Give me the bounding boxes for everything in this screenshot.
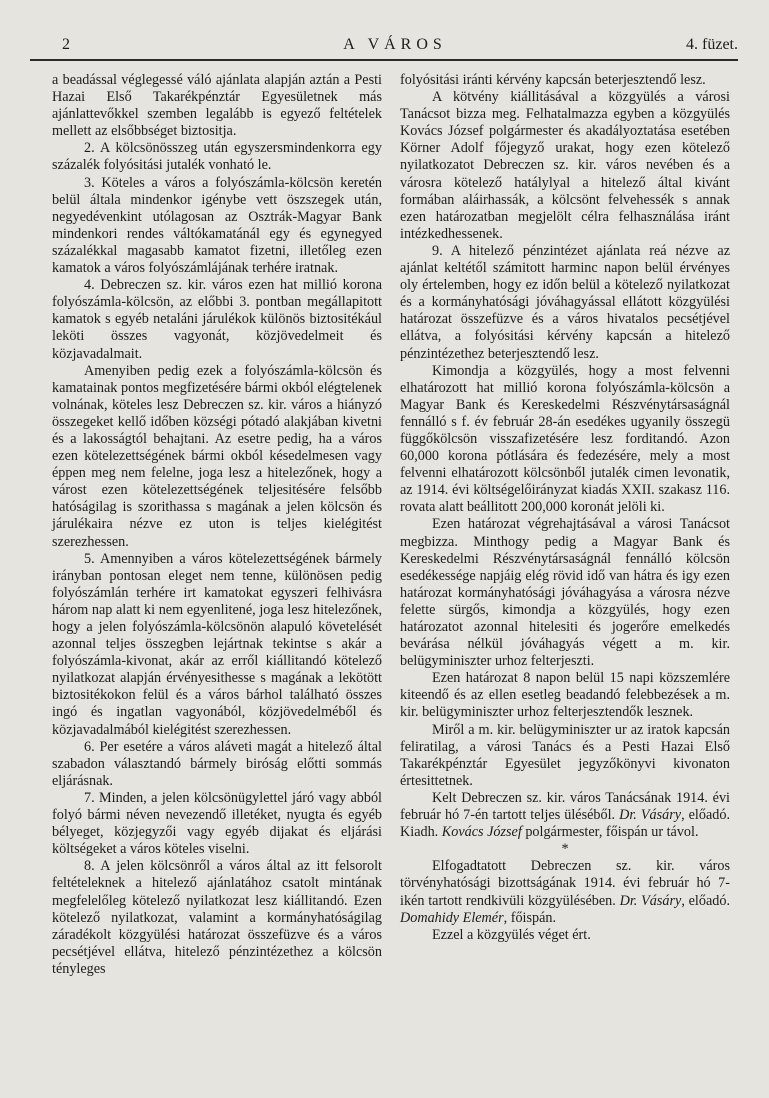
chair-name: Domahidy Elemér [400, 909, 504, 926]
paragraph: a beadással véglegessé váló ajánlata alapján aztán a Pesti Hazai Első Takarékpénztár Egyesületnek más ajánlattevőkkel szemben legalább is egyező feltételek mellett az elsőbbséget biztositja. [52, 72, 382, 140]
adoption-text: Elfogadtatott Debreczen sz. kir. város törvényhatósági bizottságának 1914. évi február hó 7-ikén tartott rendkivüli közgyülésében. [400, 858, 730, 909]
publication-title: A VÁROS [343, 36, 447, 53]
paragraph-point-6: 6. Per esetére a város aláveti magát a hitelező által szabadon választandó bármely biróság előtti sommás eljárásnak. [52, 738, 382, 789]
paragraph-point-8: 8. A jelen kölcsönről a város által az itt felsorolt feltételeknek a hitelező ajánlatához csatolt mintának megfelelőleg kötelező nyilatkozat lesz kiállitandó. Ezen kötelező nyilatkozat, valamint a kormányhatóságilag záradékolt közgyülési határozat összefüzve és a város pecsétjével ellátva, hitelező pénzintézethez a kölcsön tényleges [52, 858, 382, 977]
signature-block [400, 790, 730, 841]
paragraph: Ezen határozat végrehajtásával a városi Tanácsot megbizza. Minthogy pedig a Magyar Bank és Kereskedelmi Részvénytársaságnál fennálló kölcsön esedékessége napjáig elég rövid idő van hátra és igy ezen határozat kormányhatósági jóváhagyása a városra nézve felette sürgős, kimondja a közgyülés, hogy ezen határozatot azonnal hitelesiti és jogerőre emelkedés bevárása nélkül jóváhagyás végett a m. kir. belügyminiszter urhoz felterjeszti. [400, 516, 730, 670]
paragraph-point-4: 4. Debreczen sz. kir. város ezen hat millió korona folyószámla-kölcsön, az előbbi 3. pontban megállapitott kamatok s egyéb netaláni járulékok különös biztositékául leköti összes vagyonát, közjövedelmeit és közjavadalmait. [52, 277, 382, 362]
paragraph: Amenyiben pedig ezek a folyószámla-kölcsön és kamatainak pontos megfizetésére bármi okból elégtelenek volnának, köteles lesz Debreczen sz. kir. város a hiányzó összegeket kellő időben községi pótadó alakjában kivetni és a lakosságtól behajtani. Az esetre pedig, ha a város ezen kötelezettségének bármi okból késedelmesen vagy éppen meg nem felelne, joga lesz a hitelezőnek, hogy a várost ezen kötelezettségének teljesitésére felsőbb hatóságilag is szorithassa s magának a jelen kölcsön és járulékaira nézve ez uton is teljes kielégitést szerezhessen. [52, 362, 382, 550]
mayor-name: Kovács József [441, 824, 522, 841]
paragraph-point-3: 3. Köteles a város a folyószámla-kölcsön keretén belül általa mindenkor igénybe vett öszszegek után, negyedévenkint utólagosan az Osztrák-Magyar Bank mindenkori rendes váltókamatánál egy és egynegyed százalékkal magasabb kamatot fizetni, illetőleg ezen kamatok a város folyószámlájának terhére iratnak. [52, 174, 382, 277]
signature-text: Kelt Debreczen sz. kir. város Tanácsának 1914. évi február hó 7-én tartott teljes üléséből. [400, 789, 730, 824]
paragraph-point-2: 2. A kölcsönösszeg után egyszersmindenkorra egy százalék folyósitási jutalék vonható le. [52, 140, 382, 174]
page-number: 2 [62, 36, 70, 53]
rapporteur-role: , előadó. Kiadh. [400, 807, 730, 841]
paragraph: A kötvény kiállitásával a közgyülés a városi Tanácsot bizza meg. Felhatalmazza egyben a közgyülés Kovács József polgármester és akadályoztatása esetében Körner Adolf főjegyző urakat, hogy ezen kötelező nyilatkozatot Debreczen sz. kir. város nevében és a városra kötelező hatálylyal a hitelező által kivánt formában aláirhassák, a kölcsönt felvehessék s annak ezen határozatban megjelölt célra felhasználása iránt intézkedhessenek. [400, 89, 730, 242]
left-column [52, 72, 382, 978]
paragraph: Miről a m. kir. belügyminiszter ur az iratok kapcsán feliratilag, a városi Tanács és a Pesti Hazai Első Takarékpénztár Egyesület jegyzőkönyvi kivonaton értesittetnek. [400, 721, 730, 789]
header-rule [30, 59, 738, 61]
issue-label: 4. füzet. [686, 36, 738, 53]
rapporteur-name: Dr. Vásáry [619, 892, 682, 909]
rapporteur-role: , előadó. [681, 892, 730, 909]
paragraph-point-5: 5. Amennyiben a város kötelezettségének bármely irányban pontosan eleget nem tenne, különösen pedig folyószámlán terhére irt kamatokat egyszeri felhivásra három nap alatt ki nem egyenlitené, joga lesz hitelezőnek, hogy a jelen folyószámla-kölcsönön alapuló követelését azonnal teljes összegben lejártnak tekintse s akár a folyószámla-kivonat, akár az erről kiállitandó kötelező nyilatkozat alapján érvényesithesse s magának a lekötött biztositékokon felül és a város bárhol található összes ingó és ingatlan vagyonából, közjövedelméből és közjavadalmából kielégitést szerezhessen. [52, 550, 382, 738]
right-column [400, 72, 730, 944]
separator-asterisk: * [561, 841, 569, 858]
paragraph-point-9: 9. A hitelező pénzintézet ajánlata reá nézve az ajánlat keltétől számitott harminc napon belül érvényes oly értelemben, hogy ez időn belül a kötelező nyilatkozat és a kormányhatósági jóváhagyással ellátott közgyülési határozat összefüzve és a város hivatalos pecsétjével ellátva, a folyósitási kérvény kapcsán a hitelező pénzintézethez beterjesztendő lesz. [400, 242, 730, 362]
paragraph: Ezen határozat 8 napon belül 15 napi közszemlére kiteendő és az ellen esetleg beadandó felebbezések a m. kir. belügyminiszter urhoz felterjesztendők lesznek. [400, 670, 730, 721]
paragraph: Kimondja a közgyülés, hogy a most felvenni elhatározott hat millió korona folyószámla-kölcsön a Magyar Bank és Kereskedelmi Részvénytársaságnál fennálló s f. év február 28-án esedékes ugyanily összegü függőkölcsön visszafizetésére lesz forditandó. Azon 60,000 korona pótlására és fedezésére, mely a most felvenni elhatározott kölcsönből jutalék cimen levonatik, az 1914. évi költségelőirányzat kiadás XXII. szakasz 116. rovata alatt beállitott 200,000 koronát jelöli ki. [400, 362, 730, 516]
closing-line: Ezzel a közgyülés véget ért. [432, 926, 591, 943]
paragraph-point-7: 7. Minden, a jelen kölcsönügylettel járó vagy abból folyó bármi néven nevezendő illetéket, nyugta és egyéb bélyeget, közjegyzői vagy egyéb dijakat és eljárási költségeket a város köteles viselni. [52, 789, 382, 858]
page-header [50, 36, 740, 58]
chair-role: , főispán. [503, 909, 557, 926]
mayor-role: polgármester, főispán ur távol. [521, 824, 699, 841]
rapporteur-name: Dr. Vásáry [619, 807, 682, 824]
paragraph: folyósitási iránti kérvény kapcsán beterjesztendő lesz. [400, 72, 706, 88]
adoption-block [400, 858, 730, 926]
